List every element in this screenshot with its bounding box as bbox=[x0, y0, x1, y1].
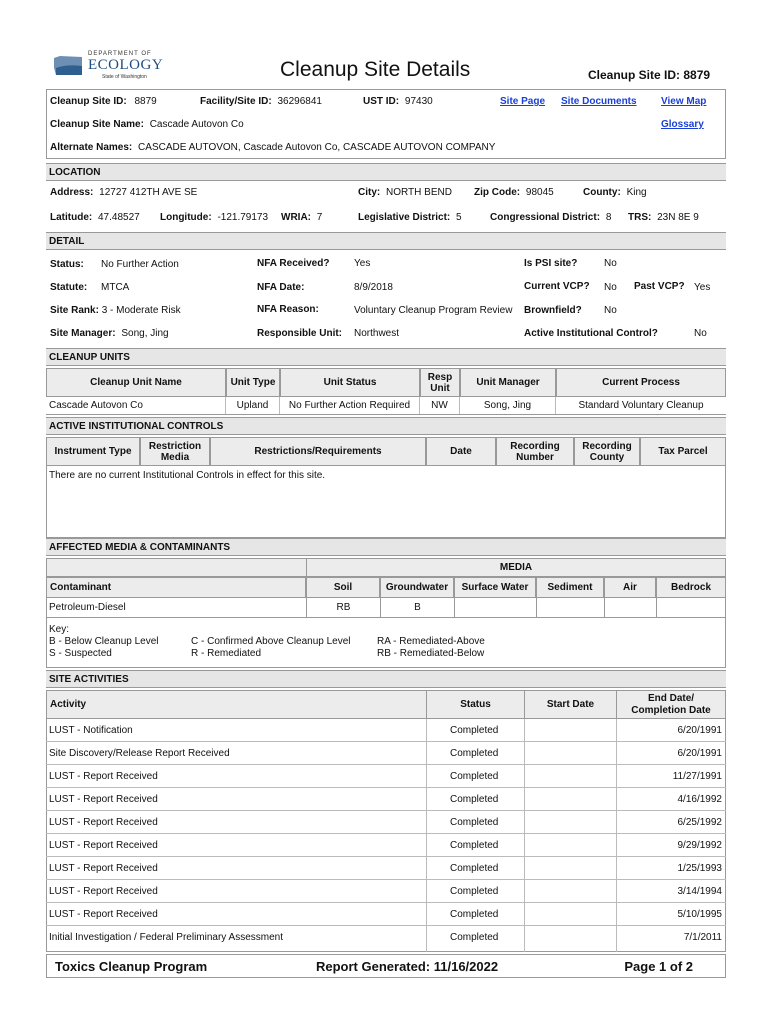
footer-generated: Report Generated: 11/16/2022 bbox=[316, 959, 499, 974]
activity-end: 6/20/1991 bbox=[677, 748, 722, 759]
activity-row bbox=[46, 742, 726, 765]
address-label: Address: bbox=[50, 187, 94, 198]
lat-label: Latitude: bbox=[50, 212, 93, 223]
activities-col-activity: Activity bbox=[47, 691, 427, 718]
current-vcp-value: No bbox=[604, 282, 617, 293]
units-col-resp: Resp Unit bbox=[420, 368, 460, 397]
controls-heading: ACTIVE INSTITUTIONAL CONTROLS bbox=[46, 417, 726, 435]
controls-col-instrument: Instrument Type bbox=[46, 437, 140, 466]
county-field bbox=[583, 187, 647, 198]
manager-label: Site Manager: bbox=[50, 328, 116, 339]
cong-value: 8 bbox=[605, 212, 612, 223]
statute-value: MTCA bbox=[101, 282, 130, 293]
activities-heading: SITE ACTIVITIES bbox=[46, 670, 726, 688]
activities-col-status: Status bbox=[427, 691, 525, 718]
media-col-soil: Soil bbox=[306, 577, 380, 598]
activity-row bbox=[46, 834, 726, 857]
activity-status: Completed bbox=[450, 863, 499, 874]
activity-row bbox=[46, 880, 726, 903]
psi-value: No bbox=[604, 258, 617, 269]
congressional-district-field bbox=[490, 212, 611, 223]
media-cell-groundwater: B bbox=[381, 598, 455, 617]
address-value: 12727 412TH AVE SE bbox=[99, 187, 198, 198]
site-name-field bbox=[50, 119, 244, 130]
responsible-unit-value: Northwest bbox=[354, 328, 400, 339]
latitude-field bbox=[50, 212, 140, 223]
media-col-bedrock: Bedrock bbox=[656, 577, 726, 598]
cleanup-units-heading: CLEANUP UNITS bbox=[46, 348, 726, 366]
activity-status: Completed bbox=[450, 794, 499, 805]
alternate-names-field bbox=[50, 142, 495, 153]
facility-label: Facility/Site ID: bbox=[200, 96, 272, 107]
activity-row bbox=[46, 903, 726, 926]
media-col-sediment: Sediment bbox=[536, 577, 604, 598]
lat-value: 47.48527 bbox=[98, 212, 140, 223]
nfa-received-label: NFA Received? bbox=[257, 258, 330, 269]
units-cell-resp: NW bbox=[420, 397, 460, 414]
nfa-date-label: NFA Date: bbox=[257, 282, 305, 293]
site-rank-field bbox=[50, 305, 181, 316]
longitude-field bbox=[160, 212, 268, 223]
activity-status: Completed bbox=[450, 840, 499, 851]
media-group-header bbox=[306, 558, 726, 577]
controls-col-media: Restriction Media bbox=[140, 437, 210, 466]
activity-status: Completed bbox=[450, 932, 499, 943]
media-row bbox=[46, 598, 726, 618]
media-col-groundwater: Groundwater bbox=[380, 577, 454, 598]
media-group-label: MEDIA bbox=[499, 562, 533, 573]
trs-value: 23N 8E 9 bbox=[657, 212, 699, 223]
detail-heading: DETAIL bbox=[46, 232, 726, 250]
logo-line3: State of Washington bbox=[102, 74, 147, 80]
key-c: C - Confirmed Above Cleanup Level bbox=[191, 636, 351, 647]
units-cell-name: Cascade Autovon Co bbox=[46, 397, 226, 414]
site-documents-link[interactable]: Site Documents bbox=[561, 96, 637, 107]
logo-line1: DEPARTMENT OF bbox=[88, 51, 152, 57]
activity-end: 6/20/1991 bbox=[677, 725, 722, 736]
activity-name: LUST - Report Received bbox=[49, 794, 158, 805]
logo-line2: ECOLOGY bbox=[88, 57, 164, 73]
manager-value: Song, Jing bbox=[121, 328, 169, 339]
activity-row bbox=[46, 765, 726, 788]
controls-col-date: Date bbox=[426, 437, 496, 466]
activity-name: LUST - Report Received bbox=[49, 863, 158, 874]
footer-program: Toxics Cleanup Program bbox=[55, 959, 208, 974]
rank-label: Site Rank: bbox=[50, 305, 99, 316]
activity-status: Completed bbox=[450, 909, 499, 920]
leg-value: 5 bbox=[456, 212, 462, 223]
activity-name: Initial Investigation / Federal Preliminary Assessment bbox=[49, 932, 283, 943]
nfa-reason-value: Voluntary Cleanup Program Review bbox=[354, 305, 513, 316]
activity-status: Completed bbox=[450, 748, 499, 759]
status-value: No Further Action bbox=[101, 259, 179, 270]
past-vcp-value: Yes bbox=[694, 282, 711, 293]
zip-value: 98045 bbox=[525, 187, 554, 198]
activities-header bbox=[46, 690, 726, 719]
activities-col-start: Start Date bbox=[525, 691, 617, 718]
county-value: King bbox=[626, 187, 647, 198]
activity-name: Site Discovery/Release Report Received bbox=[49, 748, 230, 759]
wria-field bbox=[281, 212, 322, 223]
page-title: Cleanup Site Details bbox=[280, 58, 471, 81]
ust-id-field bbox=[363, 96, 433, 107]
media-cell-surface-water bbox=[455, 598, 537, 617]
controls-empty-message: There are no current Institutional Controls in effect for this site. bbox=[49, 470, 326, 481]
activity-name: LUST - Report Received bbox=[49, 886, 158, 897]
facility-value: 36296841 bbox=[277, 96, 322, 107]
ust-value: 97430 bbox=[404, 96, 433, 107]
units-cell-type: Upland bbox=[226, 397, 280, 414]
lon-value: -121.79173 bbox=[217, 212, 269, 223]
activity-end: 6/25/1992 bbox=[677, 817, 722, 828]
responsible-unit-label: Responsible Unit: bbox=[257, 328, 343, 339]
address-field bbox=[50, 187, 197, 198]
activity-end: 9/29/1992 bbox=[677, 840, 722, 851]
units-row bbox=[46, 397, 726, 415]
key-ra: RA - Remediated-Above bbox=[377, 636, 485, 647]
legislative-district-field bbox=[358, 212, 462, 223]
controls-col-restrictions: Restrictions/Requirements bbox=[210, 437, 426, 466]
activity-name: LUST - Report Received bbox=[49, 909, 158, 920]
active-ic-label: Active Institutional Control? bbox=[524, 328, 658, 339]
city-field bbox=[358, 187, 452, 198]
brownfield-label: Brownfield? bbox=[524, 305, 582, 316]
key-rb: RB - Remediated-Below bbox=[377, 648, 485, 659]
alt-value: CASCADE AUTOVON, Cascade Autovon Co, CASCADE AUTOVON COMPANY bbox=[138, 142, 496, 153]
controls-col-recording-number: Recording Number bbox=[496, 437, 574, 466]
nfa-reason-label: NFA Reason: bbox=[257, 304, 319, 315]
controls-col-recording-county: Recording County bbox=[574, 437, 640, 466]
nfa-received-value: Yes bbox=[354, 258, 371, 269]
activity-end: 5/10/1995 bbox=[677, 909, 722, 920]
activity-end: 7/1/2011 bbox=[683, 932, 722, 943]
activity-row bbox=[46, 811, 726, 834]
activity-name: LUST - Report Received bbox=[49, 840, 158, 851]
lon-label: Longitude: bbox=[160, 212, 212, 223]
cong-label: Congressional District: bbox=[490, 212, 601, 223]
activity-status: Completed bbox=[450, 771, 499, 782]
header-site-id: Cleanup Site ID: 8879 bbox=[588, 68, 711, 82]
city-value: NORTH BEND bbox=[386, 187, 452, 198]
activity-name: LUST - Report Received bbox=[49, 771, 158, 782]
psi-label: Is PSI site? bbox=[524, 258, 578, 269]
key-r: R - Remediated bbox=[191, 648, 262, 659]
site-id-field bbox=[50, 96, 157, 107]
units-col-type: Unit Type bbox=[226, 368, 280, 397]
activities-col-end: End Date/ Completion Date bbox=[631, 692, 711, 716]
trs-field bbox=[628, 212, 699, 223]
alt-label: Alternate Names: bbox=[50, 142, 133, 153]
controls-col-tax-parcel: Tax Parcel bbox=[640, 437, 726, 466]
location-heading: LOCATION bbox=[46, 163, 726, 181]
facility-id-field bbox=[200, 96, 322, 107]
site-id-label: Cleanup Site ID: bbox=[50, 96, 127, 107]
glossary-link[interactable]: Glossary bbox=[661, 119, 704, 130]
activity-row bbox=[46, 788, 726, 811]
brownfield-value: No bbox=[604, 305, 617, 316]
activity-name: LUST - Notification bbox=[49, 725, 133, 736]
media-cell-air bbox=[605, 598, 657, 617]
site-name-value: Cascade Autovon Co bbox=[149, 119, 244, 130]
media-cell-bedrock bbox=[657, 598, 725, 617]
activity-row bbox=[46, 857, 726, 880]
site-name-label: Cleanup Site Name: bbox=[50, 119, 144, 130]
units-col-manager: Unit Manager bbox=[460, 368, 556, 397]
statute-label: Statute: bbox=[50, 282, 88, 293]
city-label: City: bbox=[358, 187, 381, 198]
key-title: Key: bbox=[49, 624, 70, 635]
activity-status: Completed bbox=[450, 725, 499, 736]
activity-end: 11/27/1991 bbox=[672, 771, 722, 782]
washington-map-icon bbox=[52, 54, 84, 78]
activity-status: Completed bbox=[450, 817, 499, 828]
zip-field bbox=[474, 187, 554, 198]
trs-label: TRS: bbox=[628, 212, 652, 223]
media-col-air: Air bbox=[604, 577, 656, 598]
media-cell-sediment bbox=[537, 598, 605, 617]
key-b: B - Below Cleanup Level bbox=[49, 636, 159, 647]
activity-row bbox=[46, 926, 726, 949]
rank-value: 3 - Moderate Risk bbox=[101, 305, 181, 316]
current-vcp-label: Current VCP? bbox=[524, 281, 590, 292]
wria-value: 7 bbox=[316, 212, 323, 223]
wria-label: WRIA: bbox=[281, 212, 311, 223]
past-vcp-label: Past VCP? bbox=[634, 281, 685, 292]
media-header-filler bbox=[46, 558, 306, 577]
status-label: Status: bbox=[50, 259, 84, 270]
activity-end: 4/16/1992 bbox=[677, 794, 722, 805]
activity-end: 3/14/1994 bbox=[677, 886, 722, 897]
media-col-contaminant: Contaminant bbox=[46, 577, 306, 598]
site-manager-field bbox=[50, 328, 169, 339]
units-col-process: Current Process bbox=[556, 368, 726, 397]
leg-label: Legislative District: bbox=[358, 212, 451, 223]
activity-row bbox=[46, 719, 726, 742]
site-id-value: 8879 bbox=[134, 96, 157, 107]
nfa-date-value: 8/9/2018 bbox=[354, 282, 393, 293]
site-page-link[interactable]: Site Page bbox=[500, 96, 546, 107]
activity-name: LUST - Report Received bbox=[49, 817, 158, 828]
units-cell-status: No Further Action Required bbox=[280, 397, 420, 414]
ust-label: UST ID: bbox=[363, 96, 400, 107]
activity-status: Completed bbox=[450, 886, 499, 897]
key-s: S - Suspected bbox=[49, 648, 112, 659]
ecology-logo bbox=[52, 50, 164, 80]
view-map-link[interactable]: View Map bbox=[661, 96, 707, 107]
page-footer bbox=[46, 954, 726, 978]
media-heading: AFFECTED MEDIA & CONTAMINANTS bbox=[46, 538, 726, 556]
units-col-status: Unit Status bbox=[280, 368, 420, 397]
units-col-name: Cleanup Unit Name bbox=[46, 368, 226, 397]
active-ic-value: No bbox=[694, 328, 707, 339]
activity-end: 1/25/1993 bbox=[677, 863, 722, 874]
county-label: County: bbox=[583, 187, 621, 198]
media-col-surface-water: Surface Water bbox=[454, 577, 536, 598]
units-cell-process: Standard Voluntary Cleanup bbox=[578, 400, 704, 411]
footer-page: Page 1 of 2 bbox=[624, 959, 693, 974]
media-cell-contaminant: Petroleum-Diesel bbox=[47, 598, 307, 617]
zip-label: Zip Code: bbox=[474, 187, 521, 198]
media-cell-soil: RB bbox=[307, 598, 381, 617]
units-cell-manager: Song, Jing bbox=[460, 397, 556, 414]
